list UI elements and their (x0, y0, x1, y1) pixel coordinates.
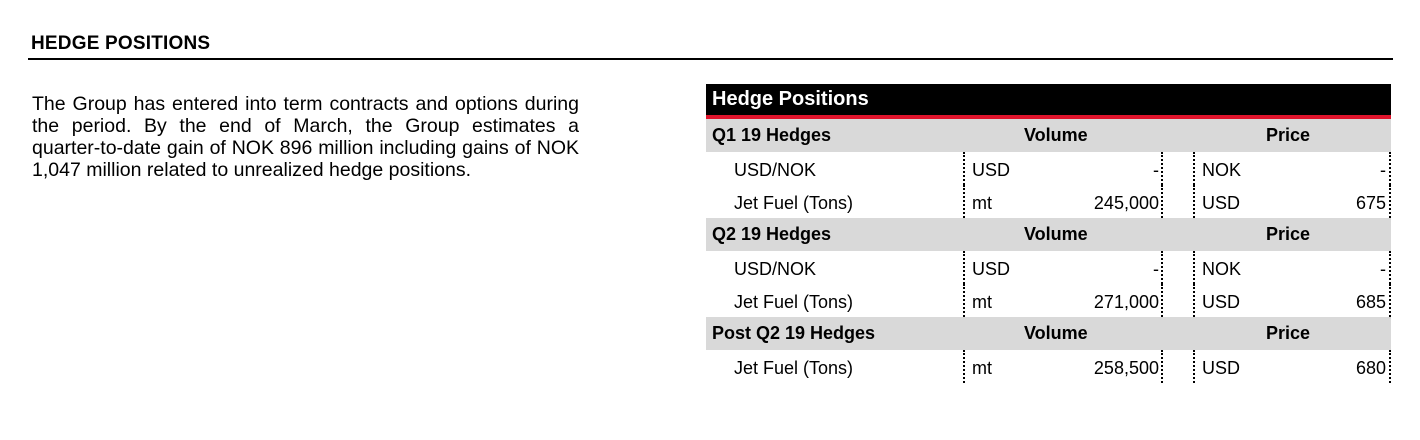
price-unit: USD (1202, 193, 1241, 213)
column-divider (963, 152, 965, 185)
group-header-post-q2 (706, 317, 1391, 350)
volume-header: Volume (1024, 224, 1088, 244)
volume-header: Volume (1024, 125, 1088, 145)
table-header: Hedge Positions (706, 84, 1391, 119)
column-divider (963, 251, 965, 284)
volume-value: - (1153, 160, 1159, 180)
group-name: Q2 19 Hedges (712, 224, 832, 244)
volume-unit: USD (972, 160, 1011, 180)
column-divider (1389, 284, 1391, 317)
price-unit: NOK (1202, 259, 1242, 279)
volume-unit: mt (972, 292, 992, 312)
table-row (706, 185, 1391, 218)
column-divider (1161, 185, 1163, 218)
column-divider (1193, 251, 1195, 284)
volume-unit: mt (972, 358, 992, 378)
price-header: Price (1266, 125, 1311, 145)
column-divider (1193, 152, 1195, 185)
volume-value: 271,000 (1093, 292, 1159, 312)
section-body-text: The Group has entered into term contracts and options during the period. By the end of March, the Group estimates a quarter-to-date gain of NOK 896 million including gains of NOK 1,047 million related to unrealized hedge positions. (32, 93, 579, 181)
price-unit: USD (1202, 292, 1241, 312)
column-divider (1161, 251, 1163, 284)
row-label: Jet Fuel (Tons) (734, 193, 854, 213)
column-divider (1161, 152, 1163, 185)
volume-value: 245,000 (1093, 193, 1159, 213)
title-rule (28, 58, 1393, 60)
table-row (706, 251, 1391, 284)
volume-value: - (1153, 259, 1159, 279)
column-divider (1161, 350, 1163, 383)
table-row (706, 350, 1391, 383)
column-divider (963, 185, 965, 218)
row-label: Jet Fuel (Tons) (734, 292, 854, 312)
price-value: 675 (1355, 193, 1386, 213)
column-divider (1389, 251, 1391, 284)
column-divider (963, 350, 965, 383)
price-value: - (1380, 259, 1386, 279)
price-header: Price (1266, 323, 1311, 343)
column-divider (1161, 284, 1163, 317)
price-unit: USD (1202, 358, 1241, 378)
table-row (706, 284, 1391, 317)
column-divider (1389, 350, 1391, 383)
group-name: Q1 19 Hedges (712, 125, 832, 145)
column-divider (1193, 350, 1195, 383)
column-divider (1389, 152, 1391, 185)
price-header: Price (1266, 224, 1311, 244)
row-label: USD/NOK (734, 160, 817, 180)
price-value: 680 (1355, 358, 1386, 378)
group-header-q1 (706, 119, 1391, 152)
group-name: Post Q2 19 Hedges (712, 323, 876, 343)
price-value: 685 (1355, 292, 1386, 312)
price-unit: NOK (1202, 160, 1242, 180)
volume-unit: USD (972, 259, 1011, 279)
row-label: Jet Fuel (Tons) (734, 358, 854, 378)
row-label: USD/NOK (734, 259, 817, 279)
volume-value: 258,500 (1093, 358, 1159, 378)
column-divider (963, 284, 965, 317)
price-value: - (1380, 160, 1386, 180)
volume-unit: mt (972, 193, 992, 213)
group-header-q2 (706, 218, 1391, 251)
column-divider (1193, 185, 1195, 218)
hedge-positions-table (706, 84, 1391, 383)
column-divider (1193, 284, 1195, 317)
volume-header: Volume (1024, 323, 1088, 343)
section-title: HEDGE POSITIONS (31, 33, 211, 54)
table-row (706, 152, 1391, 185)
column-divider (1389, 185, 1391, 218)
